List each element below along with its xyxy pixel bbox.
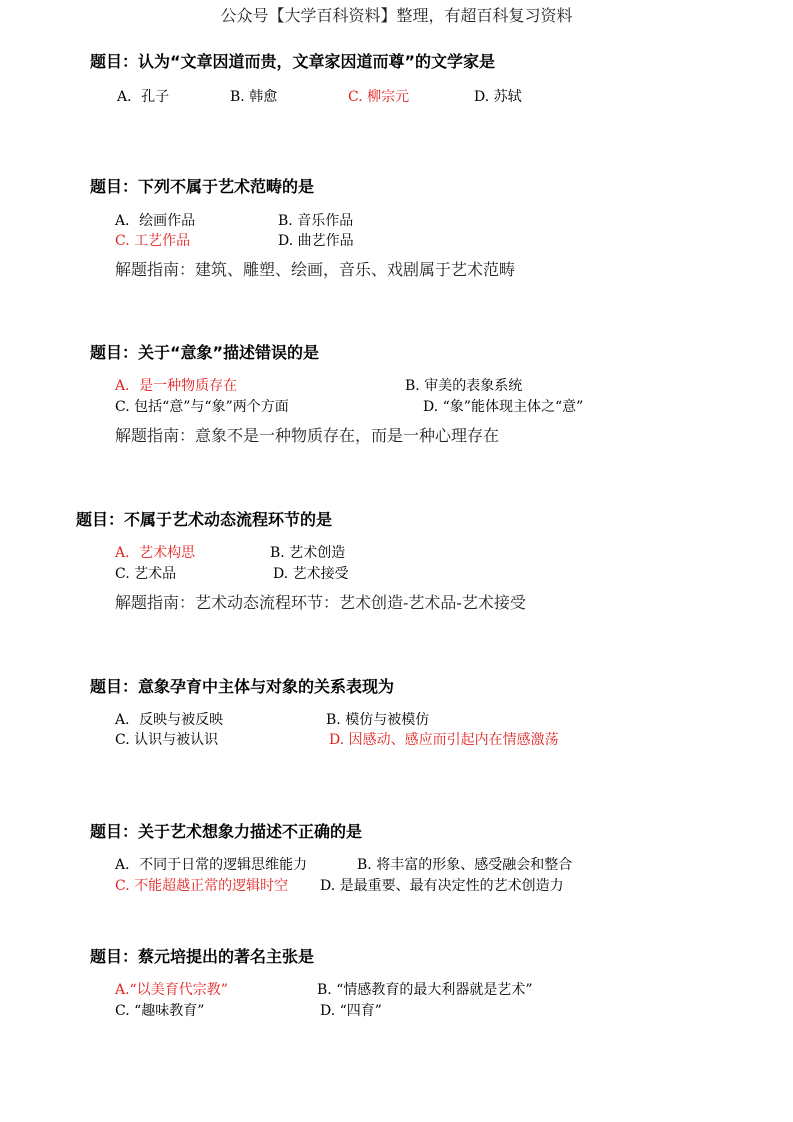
question-title: 题目：意象孕育中主体与对象的关系表现为 (90, 677, 395, 696)
question-title: 题目：蔡元培提出的著名主张是 (90, 947, 315, 966)
option-b: B. 将丰富的形象、感受融会和整合 (357, 857, 573, 873)
option-a: A．孔子 (117, 89, 170, 105)
question-title: 题目：认为“文章因道而贵，文章家因道而尊”的文学家是 (90, 52, 496, 71)
page-header: 公众号【大学百科资料】整理，有超百科复习资料 (220, 6, 573, 25)
option-d: D. 苏轼 (474, 89, 522, 105)
answer-hint: 解题指南：意象不是一种物质存在，而是一种心理存在 (115, 426, 500, 445)
option-b: B. 模仿与被模仿 (326, 712, 430, 728)
option-d-correct: D. 因感动、感应而引起内在情感激荡 (329, 732, 559, 748)
option-d: D. “象”能体现主体之“意” (423, 399, 584, 415)
option-d: D. “四育” (320, 1003, 382, 1019)
question-title: 题目：关于艺术想象力描述不正确的是 (90, 822, 363, 841)
option-b: B. “情感教育的最大利器就是艺术” (317, 982, 533, 998)
option-a: A．不同于日常的逻辑思维能力 (115, 857, 308, 873)
option-b: B. 韩愈 (230, 89, 278, 105)
question-title: 题目：下列不属于艺术范畴的是 (90, 177, 315, 196)
option-c: C. 艺术品 (115, 566, 177, 582)
option-a-correct: A.“以美育代宗教” (115, 982, 228, 998)
option-d: D. 是最重要、最有决定性的艺术创造力 (320, 878, 564, 894)
option-a-correct: A．是一种物质存在 (115, 378, 238, 394)
option-c: C. 认识与被认识 (115, 732, 219, 748)
option-b: B. 音乐作品 (278, 213, 354, 229)
option-c-correct: C. 工艺作品 (115, 233, 191, 249)
answer-hint: 解题指南：建筑、雕塑、绘画，音乐、戏剧属于艺术范畴 (115, 260, 516, 279)
option-a: A．反映与被反映 (115, 712, 224, 728)
option-b: B. 艺术创造 (270, 545, 346, 561)
option-c: C. 包括“意”与“象”两个方面 (115, 399, 289, 415)
question-title: 题目：关于“意象”描述错误的是 (90, 343, 320, 362)
option-c: C. “趣味教育” (115, 1003, 205, 1019)
option-b: B. 审美的表象系统 (405, 378, 523, 394)
question-title: 题目：不属于艺术动态流程环节的是 (76, 510, 333, 529)
answer-hint: 解题指南：艺术动态流程环节：艺术创造-艺术品-艺术接受 (115, 593, 526, 612)
option-c-correct: C. 柳宗元 (348, 89, 410, 105)
option-a-correct: A．艺术构思 (115, 545, 196, 561)
option-c-correct: C. 不能超越正常的逻辑时空 (115, 878, 289, 894)
option-d: D. 艺术接受 (273, 566, 349, 582)
option-a: A．绘画作品 (115, 213, 196, 229)
option-d: D. 曲艺作品 (278, 233, 354, 249)
